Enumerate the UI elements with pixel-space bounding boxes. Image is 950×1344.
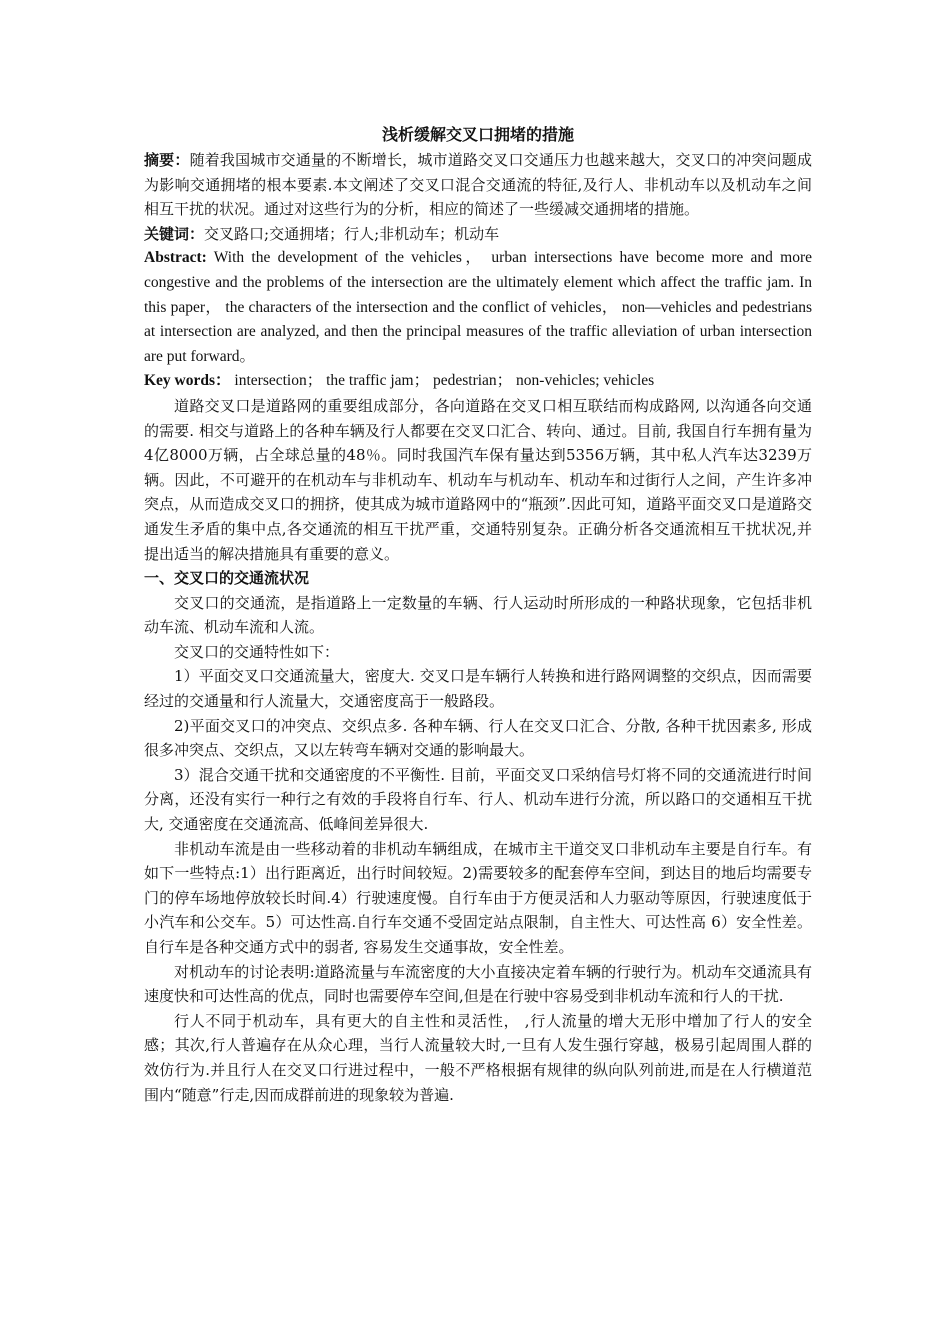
paragraph-item-3: 3）混合交通干扰和交通密度的不平衡性. 目前，平面交叉口采纳信号灯将不同的交通流进行时间分离，还没有实行一种行之有效的手段将自行车、行人、机动车进行分流，所以路口的交通相互干扰大, 交通密度在交通流高、低峰间差异很大. bbox=[144, 765, 812, 834]
abstract-cn-label: 摘要： bbox=[144, 151, 190, 169]
keywords-cn-label: 关键词： bbox=[144, 224, 205, 243]
abstract-en bbox=[144, 246, 812, 369]
paragraph-item-2: 2)平面交叉口的冲突点、交织点多. 各种车辆、行人在交叉口汇合、分散, 各种干扰因素多, 形成很多冲突点、交织点，又以左转弯车辆对交通的影响最大。 bbox=[144, 716, 812, 760]
keywords-en-text: intersection； the traffic jam； pedestrian； non-vehicles; vehicles bbox=[230, 372, 655, 390]
paragraph-non-motor-vehicles: 非机动车流是由一些移动着的非机动车辆组成，在城市主干道交叉口非机动车主要是自行车。有如下一些特点:1）出行距离近，出行时间较短。2)需要较多的配套停车空间，到达目的地后均需要专门的停车场地停放较长时间.4）行驶速度慢。自行车由于方便灵活和人力驱动等原因，行驶速度低于小汽车和公交车。5）可达性高.自行车交通不受固定站点限制，自主性大、可达性高 6）安全性差。自行车是各种交通方式中的弱者, 容易发生交通事故，安全性差。 bbox=[144, 839, 812, 956]
paragraph-pedestrians: 行人不同于机动车，具有更大的自主性和灵活性， ,行人流量的增大无形中增加了行人的安全感；其次,行人普遍存在从众心理，当行人流量较大时,一旦有人发生强行穿越，极易引起周围人群的效仿行为.并且行人在交叉口行进过程中，一般不严格根据有规律的纵向队列前进,而是在人行横道范围内“随意”行走,因而成群前进的现象较为普遍. bbox=[144, 1011, 812, 1104]
keywords-en-label: Key words： bbox=[144, 372, 231, 390]
keywords-cn-text: 交叉路口;交通拥堵；行人;非机动车；机动车 bbox=[204, 224, 500, 243]
keywords-cn bbox=[144, 222, 812, 247]
abstract-en-label: Abstract: bbox=[144, 249, 207, 267]
paragraph-traffic-flow: 交叉口的交通流，是指道路上一定数量的车辆、行人运动时所形成的一种路状现象，它包括非机动车流、机动车流和人流。 bbox=[144, 593, 812, 637]
section-1-heading: 一、交叉口的交通流状况 bbox=[144, 569, 310, 588]
paragraph-traffic-characteristics: 交叉口的交通特性如下： bbox=[174, 642, 340, 661]
abstract-cn-text: 随着我国城市交通量的不断增长，城市道路交叉口交通压力也越来越大，交叉口的冲突问题成为影响交通拥堵的根本要素.本文阐述了交叉口混合交通流的特征,及行人、非机动车以及机动车之间相互干扰的状况。通过对这些行为的分析，相应的简述了一些缓减交通拥堵的措施。 bbox=[144, 151, 812, 219]
document-page bbox=[144, 122, 812, 1107]
abstract-cn bbox=[144, 148, 812, 222]
intro-paragraph: 道路交叉口是道路网的重要组成部分，各向道路在交叉口相互联结而构成路网, 以沟通各向交通的需要. 相交与道路上的各种车辆及行人都要在交叉口汇合、转向、通过。目前, 我国自行车拥有量为4亿8000万辆，占全球总量的48％。同时我国汽车保有量达到5356万辆，其中私人汽车达3239万辆。因此，不可避开的在机动车与非机动车、机动车与机动车、机动车和过街行人之间，产生许多冲突点，从而造成交叉口的拥挤，使其成为城市道路网中的“瓶颈”.因此可知，道路平面交叉口是道路交通发生矛盾的集中点,各交通流的相互干扰严重，交通特别复杂。正确分析各交通流相互干扰状况,并提出适当的解决措施具有重要的意义。 bbox=[144, 396, 812, 563]
keywords-en bbox=[144, 369, 812, 394]
paragraph-motor-vehicles: 对机动车的讨论表明:道路流量与车流密度的大小直接决定着车辆的行驶行为。机动车交通流具有速度快和可达性高的优点，同时也需要停车空间,但是在行驶中容易受到非机动车流和行人的干扰. bbox=[144, 962, 812, 1006]
document-title: 浅析缓解交叉口拥堵的措施 bbox=[381, 125, 574, 144]
abstract-en-text: With the development of the vehicles， urban intersections have become more and more congestive and the problems of the intersection are the ultimately element which affect the traffic jam. In this paper， the characters of the intersection and the conflict of vehicles， non—vehicles and pedestrians at intersection are analyzed, and then the principal measures of the traffic alleviation of urban intersection are put forward。 bbox=[144, 249, 812, 365]
paragraph-item-1: 1）平面交叉口交通流量大，密度大. 交叉口是车辆行人转换和进行路网调整的交织点，因而需要经过的交通量和行人流量大，交通密度高于一般路段。 bbox=[144, 667, 812, 711]
